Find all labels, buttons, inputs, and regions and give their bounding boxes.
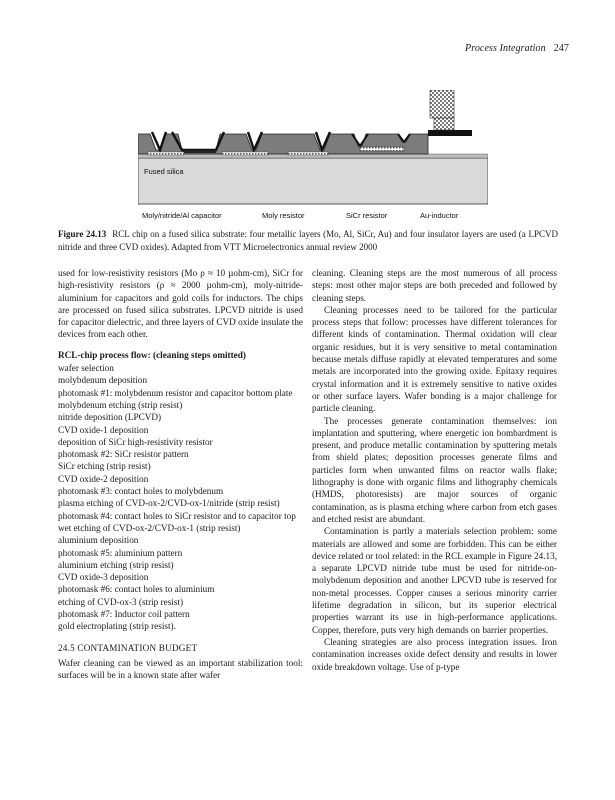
left-column	[58, 267, 303, 682]
substrate-label: Fused silica	[144, 167, 184, 176]
intro-paragraph: used for low-resistivity resistors (Mo ρ ≈ 10 µohm-cm), SiCr for high-resistivity resistors (ρ ≈ 2000 µohm-cm), moly-nitride-aluminium for capacitors and gold coils for inductors. The chips are processed on fused silica substrates. LPCVD nitride is used for capacitor dielectric, and three layers of CVD oxide insulate the devices from each other.	[58, 268, 303, 340]
legend-capacitor: Moly/nitride/Al capacitor	[142, 211, 222, 220]
fused-silica-substrate	[138, 158, 488, 204]
paragraph: Cleaning strategies are also process integration issues. Iron contamination increases oxide defect density and results in lower oxide breakdown voltage. Use of p-type	[312, 636, 557, 672]
moly-resistor-3	[288, 152, 328, 155]
process-flow-heading: RCL-chip process flow: (cleaning steps omitted)	[58, 349, 246, 360]
list-item: gold electroplating (strip resist).	[58, 621, 176, 632]
list-item: photomask #4: contact holes to SiCr resistor and to capacitor top	[58, 510, 296, 521]
sicr-resistor	[360, 147, 404, 151]
page-number: 247	[553, 43, 569, 54]
legend-moly-resistor: Moly resistor	[262, 211, 305, 220]
paragraph: cleaning. Cleaning steps are the most numerous of all process steps: most other major steps are both preceded and followed by cleaning steps.	[312, 268, 557, 303]
caption-label: Figure 24.13	[58, 229, 107, 239]
list-item: molybdenum deposition	[58, 375, 148, 386]
list-item: photomask #2: SiCr resistor pattern	[58, 449, 189, 460]
list-item: CVD oxide-1 deposition	[58, 424, 149, 435]
list-item: wafer selection	[58, 363, 114, 374]
legend-sicr-resistor: SiCr resistor	[346, 211, 388, 220]
cross-section-diagram	[138, 90, 488, 230]
au-inductor-base	[428, 130, 472, 136]
paragraph: The processes generate contamination themselves: ion implantation and sputtering, where energetic ion bombardment is present, and produce metallic contamination by sputtering metals from shield plates; deposition processes generate films and particles form when unwanted films on reactor walls flake; lithography is done with organic films and lithography chemicals (HMDS, photoresists) are major sources of organic contamination, as is plasma etching where carbon from etch gases and etched resist are abundant.	[312, 415, 557, 524]
list-item: CVD oxide-3 deposition	[58, 572, 149, 583]
list-item: nitride deposition (LPCVD)	[58, 412, 162, 423]
au-inductor-post	[434, 118, 454, 130]
list-item: plasma etching of CVD-ox-2/CVD-ox-1/nitride (strip resist)	[58, 498, 280, 509]
list-item: photomask #1: molybdenum resistor and capacitor bottom plate	[58, 387, 293, 398]
list-item: wet etching of CVD-ox-2/CVD-ox-1 (strip resist)	[58, 522, 241, 533]
figure-caption	[58, 228, 558, 254]
list-item: deposition of SiCr high-resistivity resistor	[58, 436, 213, 447]
paragraph: Cleaning processes need to be tailored for the particular process steps that follow: processes have different tolerances for different kinds of contamination. Thermal oxidation will clear organic residues, but it is very sensitive to metal contamination because metals diffuse rapidly at elevated temperatures and some metals are incorporated into the growing oxide. Epitaxy requires crystal information and it is extremely sensitive to native oxides or other surface layers. Wafer bonding is a major challenge for particle cleaning.	[312, 304, 557, 414]
list-item: photomask #6: contact holes to aluminium	[58, 584, 215, 595]
figure-rcl-chip	[138, 90, 488, 230]
section-heading: 24.5 CONTAMINATION BUDGET	[58, 642, 198, 653]
list-item: SiCr etching (strip resist)	[58, 461, 151, 472]
section-paragraph: Wafer cleaning can be viewed as an important stabilization tool: surfaces will be in a known state after wafer	[58, 657, 303, 681]
list-item: photomask #5: aluminium pattern	[58, 547, 183, 558]
moly-resistor	[148, 152, 184, 155]
au-inductor-coil	[430, 90, 454, 118]
moly-resistor-2	[222, 152, 268, 155]
list-item: CVD oxide-2 deposition	[58, 473, 149, 484]
list-item: etching of CVD-ox-3 (strip resist)	[58, 596, 184, 607]
right-column	[312, 267, 557, 673]
capacitor-plate	[182, 150, 216, 153]
list-item: photomask #7: Inductor coil pattern	[58, 609, 190, 620]
list-item: molybdenum etching (strip resist)	[58, 399, 183, 410]
list-item: aluminium etching (strip resist)	[58, 559, 174, 570]
running-title: Process Integration	[465, 43, 546, 54]
list-item: aluminium deposition	[58, 535, 139, 546]
legend-au-inductor: Au-inductor	[420, 211, 459, 220]
running-head	[465, 43, 569, 54]
list-item: photomask #3: contact holes to molybdenum	[58, 486, 224, 497]
process-flow-list	[58, 362, 303, 633]
paragraph: Contamination is partly a materials selection problem: some materials are allowed and some are forbidden. This can be either device related or tool related: in the RCL example in Figure 24.13, a separate LPCVD nitride tube must be used for nitride-on-molybdenum deposition and another LPCVD tube is reserved for non-metal processes. Copper causes a serious minority carrier lifetime degradation in silicon, but its superior electrical properties warrant its use in high-performance applications. Copper, therefore, puts very high demands on barrier properties.	[312, 526, 557, 635]
caption-text: RCL chip on a fused silica substrate: four metallic layers (Mo, Al, SiCr, Au) and four insulator layers are used (a LPCVD nitride and three CVD oxides). Adapted from VTT Microelectronics annual review 2000	[58, 229, 558, 252]
